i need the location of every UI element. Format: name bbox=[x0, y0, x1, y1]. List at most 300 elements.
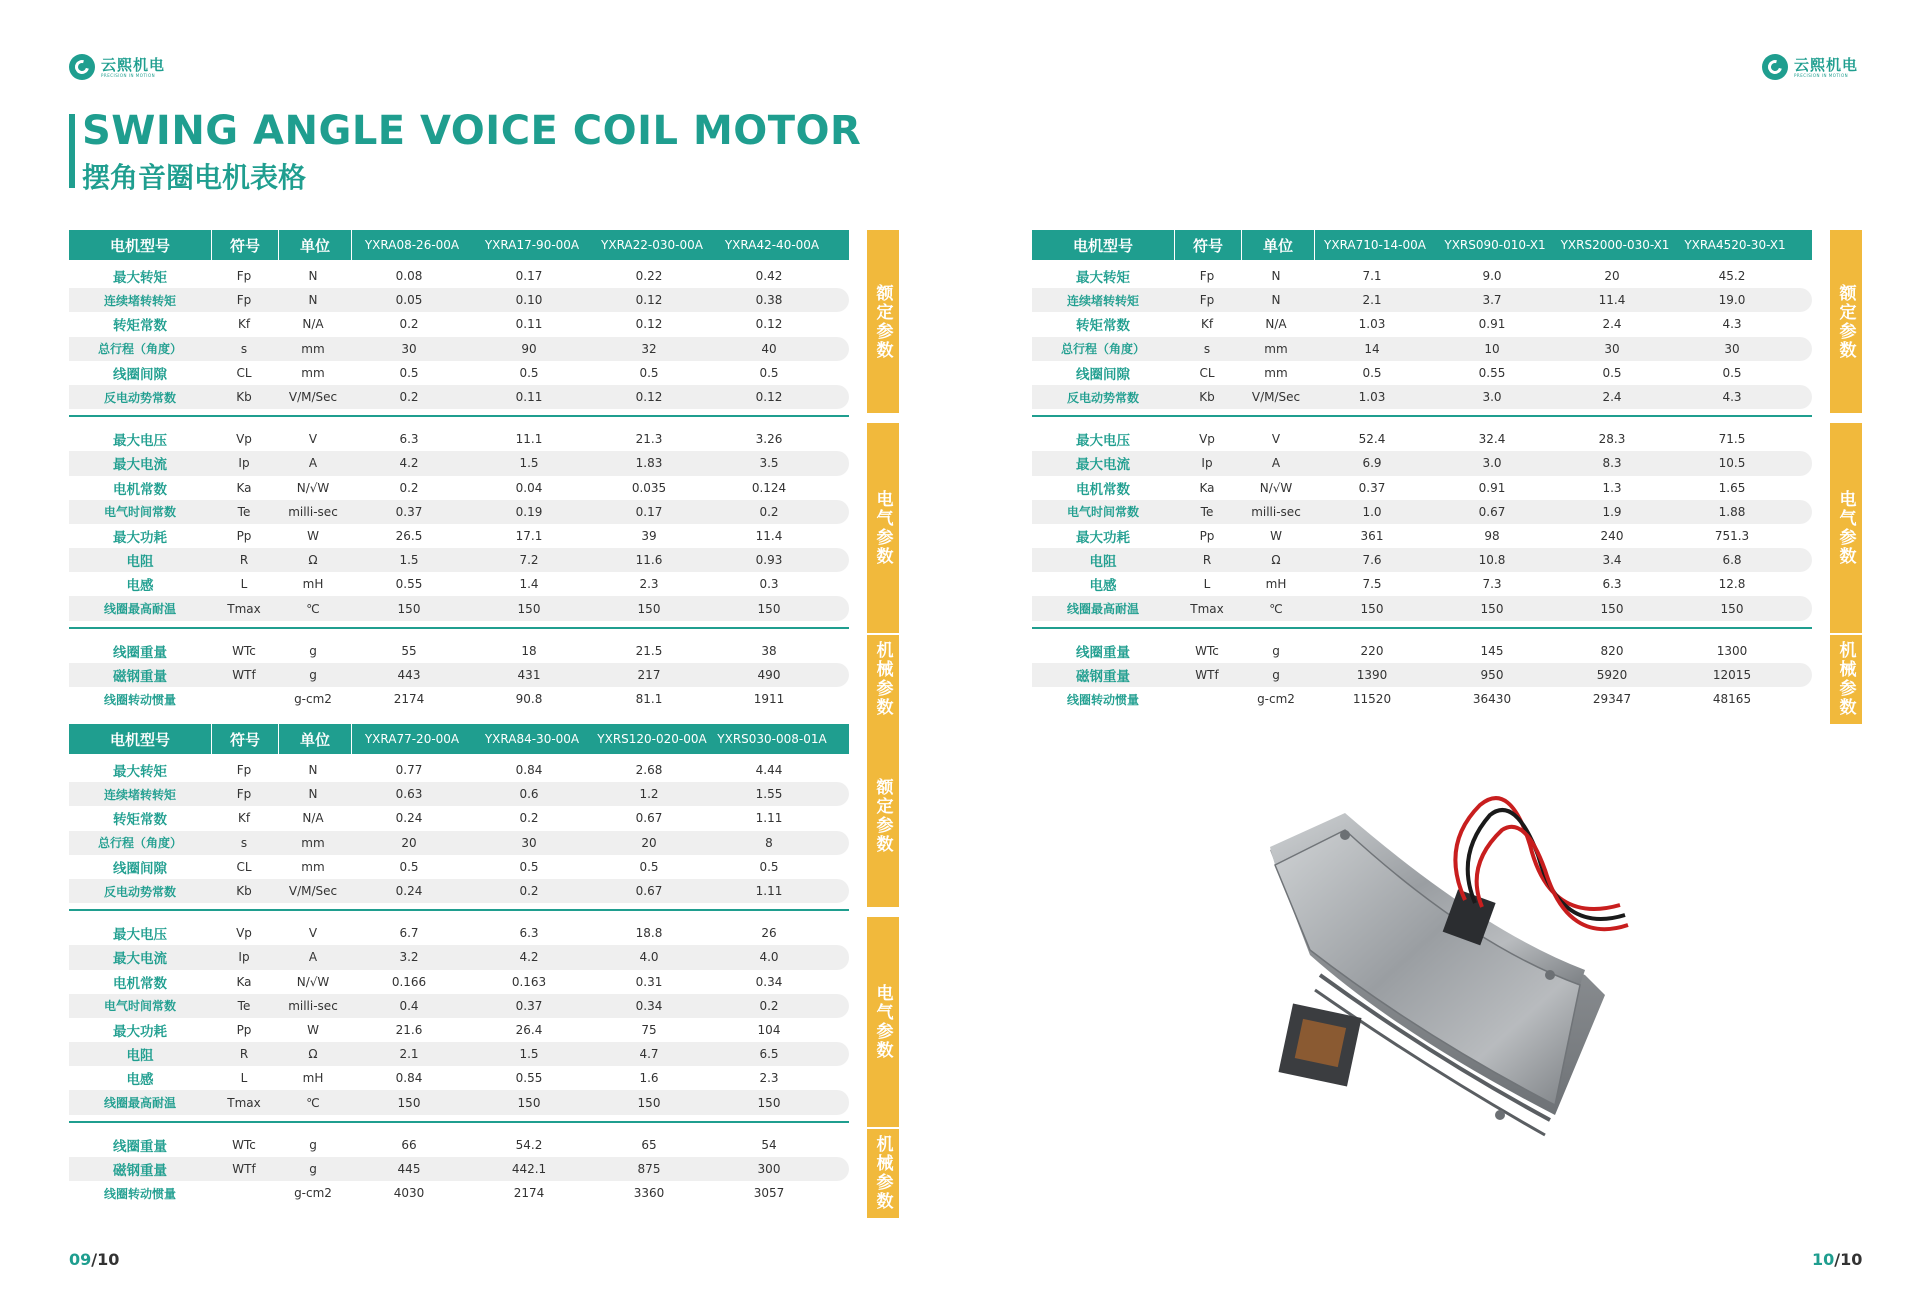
param-value: 0.93 bbox=[755, 553, 783, 568]
param-value: 8.3 bbox=[1602, 456, 1622, 471]
param-symbol: Fp bbox=[236, 293, 252, 308]
param-value: 55 bbox=[401, 643, 417, 658]
side-tag-electrical: 电气参数 bbox=[1830, 423, 1862, 633]
param-value: 0.5 bbox=[519, 365, 539, 380]
param-value: 361 bbox=[1360, 528, 1384, 543]
param-unit: A bbox=[1271, 456, 1281, 471]
param-value: 0.04 bbox=[515, 480, 543, 495]
param-symbol: WTf bbox=[232, 667, 256, 682]
param-name: 电气时间常数 bbox=[103, 505, 176, 520]
table-row bbox=[69, 831, 849, 855]
rows-electrical bbox=[1032, 427, 1812, 621]
param-name: 转矩常数 bbox=[113, 318, 167, 335]
param-value: 21.5 bbox=[635, 643, 663, 658]
param-value: 0.2 bbox=[399, 390, 419, 405]
param-symbol: Pp bbox=[1199, 528, 1215, 543]
param-value: 0.035 bbox=[631, 480, 667, 495]
param-value: 3057 bbox=[753, 1186, 785, 1201]
param-unit: N bbox=[1271, 269, 1281, 284]
param-value: 0.77 bbox=[395, 763, 423, 778]
param-value: 6.5 bbox=[759, 1047, 779, 1062]
param-value: 30 bbox=[521, 835, 537, 850]
param-symbol: L bbox=[1203, 577, 1211, 592]
param-value: 1.0 bbox=[1362, 504, 1382, 519]
param-value: 98 bbox=[1484, 528, 1500, 543]
param-name: 电气时间常数 bbox=[1066, 505, 1139, 520]
side-tag-rated: 额定参数 bbox=[867, 724, 899, 907]
param-value: 0.67 bbox=[635, 811, 663, 826]
param-value: 3.2 bbox=[399, 950, 419, 965]
param-name: 最大转矩 bbox=[113, 270, 167, 287]
param-value: 4030 bbox=[393, 1186, 425, 1201]
param-value: 1.5 bbox=[519, 456, 539, 471]
param-value: 3.0 bbox=[1482, 390, 1502, 405]
param-name: 最大电流 bbox=[1076, 457, 1130, 474]
table-row bbox=[69, 524, 849, 548]
param-name: 电阻 bbox=[126, 554, 154, 571]
param-unit: g bbox=[309, 1161, 317, 1176]
param-value: 0.5 bbox=[759, 365, 779, 380]
param-value: 0.5 bbox=[1362, 365, 1382, 380]
param-value: 28.3 bbox=[1598, 432, 1626, 447]
param-value: 0.19 bbox=[515, 504, 543, 519]
param-value: 7.1 bbox=[1362, 269, 1382, 284]
header-symbol: 符号 bbox=[229, 236, 260, 255]
header-unit: 单位 bbox=[299, 236, 330, 255]
param-value: 11.1 bbox=[515, 432, 543, 447]
header-symbol: 符号 bbox=[1192, 236, 1223, 255]
param-value: 0.2 bbox=[399, 317, 419, 332]
param-symbol: Te bbox=[237, 998, 251, 1013]
param-value: 1.2 bbox=[639, 787, 659, 802]
param-value: 0.91 bbox=[1478, 317, 1506, 332]
table-header-row bbox=[69, 724, 849, 754]
param-value: 0.05 bbox=[395, 293, 423, 308]
table-row bbox=[69, 361, 849, 385]
param-unit: N bbox=[308, 269, 318, 284]
param-value: 0.42 bbox=[755, 269, 783, 284]
param-symbol: Vp bbox=[236, 926, 252, 941]
param-unit: Ω bbox=[308, 1047, 318, 1062]
param-value: 6.3 bbox=[399, 432, 419, 447]
param-value: 150 bbox=[1480, 601, 1504, 616]
param-name: 电气时间常数 bbox=[103, 999, 176, 1014]
param-unit: g-cm2 bbox=[294, 692, 332, 707]
param-value: 0.3 bbox=[759, 577, 779, 592]
table-row bbox=[1032, 500, 1812, 524]
table-header-row bbox=[69, 230, 849, 260]
param-value: 38 bbox=[761, 643, 777, 658]
param-value: 21.6 bbox=[395, 1022, 423, 1037]
table-row bbox=[1032, 312, 1812, 336]
page-title: SWING ANGLE VOICE COIL MOTOR bbox=[82, 108, 862, 154]
param-value: 0.34 bbox=[635, 998, 663, 1013]
rows-electrical bbox=[69, 921, 849, 1115]
table-row bbox=[1032, 524, 1812, 548]
param-value: 30 bbox=[1604, 341, 1620, 356]
param-value: 11.4 bbox=[1598, 293, 1626, 308]
param-symbol: Fp bbox=[236, 763, 252, 778]
param-name: 线圈重量 bbox=[113, 1138, 167, 1155]
header-model-name: YXRS090-010-X1 bbox=[1444, 238, 1546, 252]
param-value: 12.8 bbox=[1718, 577, 1746, 592]
table-row bbox=[69, 1181, 849, 1205]
param-value: 18.8 bbox=[635, 926, 663, 941]
param-value: 0.2 bbox=[759, 998, 779, 1013]
param-symbol: Ka bbox=[236, 480, 252, 495]
param-unit: mm bbox=[1264, 341, 1288, 356]
table-row bbox=[1032, 451, 1812, 475]
param-name: 线圈转动惯量 bbox=[1066, 692, 1139, 707]
table-row bbox=[1032, 264, 1812, 288]
param-value: 1.5 bbox=[519, 1047, 539, 1062]
group-electrical bbox=[69, 415, 899, 621]
param-unit: mm bbox=[301, 365, 325, 380]
param-value: 6.7 bbox=[399, 926, 419, 941]
header-model: 电机型号 bbox=[1072, 236, 1133, 255]
param-value: 490 bbox=[757, 667, 781, 682]
param-symbol: s bbox=[240, 835, 248, 850]
param-unit: A bbox=[308, 950, 318, 965]
param-unit: ℃ bbox=[306, 601, 320, 616]
param-symbol: Ip bbox=[238, 456, 250, 471]
param-value: 1.83 bbox=[635, 456, 663, 471]
param-unit: g bbox=[1272, 643, 1280, 658]
table-row bbox=[69, 945, 849, 969]
header-unit: 单位 bbox=[1262, 236, 1293, 255]
table-header-row bbox=[1032, 230, 1812, 260]
param-value: 0.11 bbox=[515, 390, 543, 405]
header-model-name: YXRA710-14-00A bbox=[1324, 238, 1426, 252]
table-row bbox=[69, 385, 849, 409]
param-unit: W bbox=[307, 1022, 319, 1037]
param-value: 0.6 bbox=[519, 787, 539, 802]
param-value: 0.55 bbox=[1478, 365, 1506, 380]
param-value: 875 bbox=[637, 1161, 661, 1176]
page-number-right: 10/10 bbox=[1812, 1250, 1863, 1269]
header-model-name: YXRA42-40-00A bbox=[724, 238, 820, 252]
param-unit: V bbox=[1271, 432, 1281, 447]
table-row bbox=[1032, 572, 1812, 596]
table-row bbox=[69, 1133, 849, 1157]
param-value: 150 bbox=[1720, 601, 1744, 616]
param-value: 0.12 bbox=[755, 390, 783, 405]
param-unit: N bbox=[1271, 293, 1281, 308]
header-model-name: YXRS120-020-00A bbox=[597, 732, 707, 746]
param-value: 3.26 bbox=[755, 432, 783, 447]
param-symbol: Fp bbox=[1199, 293, 1215, 308]
param-value: 45.2 bbox=[1718, 269, 1746, 284]
group-mechanical bbox=[1032, 627, 1862, 718]
param-name: 电感 bbox=[126, 1072, 154, 1089]
param-value: 20 bbox=[401, 835, 417, 850]
param-value: 1.3 bbox=[1602, 480, 1622, 495]
param-symbol: s bbox=[1203, 341, 1211, 356]
table-row bbox=[69, 1042, 849, 1066]
param-value: 1.11 bbox=[755, 884, 783, 899]
param-name: 磁钢重量 bbox=[113, 1162, 167, 1179]
table-row bbox=[69, 921, 849, 945]
param-unit: mH bbox=[302, 577, 324, 592]
param-value: 0.12 bbox=[635, 317, 663, 332]
param-value: 0.22 bbox=[635, 269, 663, 284]
param-symbol: Kf bbox=[1200, 317, 1214, 332]
table-row bbox=[69, 451, 849, 475]
rows-rated bbox=[69, 758, 849, 903]
param-value: 0.5 bbox=[639, 365, 659, 380]
param-unit: milli-sec bbox=[288, 998, 338, 1013]
param-value: 1.88 bbox=[1718, 504, 1746, 519]
logo-en: PRECISION IN MOTION bbox=[101, 72, 156, 78]
param-value: 5920 bbox=[1596, 667, 1628, 682]
param-value: 1.4 bbox=[519, 577, 539, 592]
rows-mechanical bbox=[69, 639, 849, 712]
param-symbol: Kb bbox=[1199, 390, 1215, 405]
param-name: 反电动势常数 bbox=[103, 884, 176, 899]
param-symbol: CL bbox=[1199, 365, 1215, 380]
param-value: 11.4 bbox=[755, 528, 783, 543]
param-value: 11.6 bbox=[635, 553, 663, 568]
param-value: 0.37 bbox=[395, 504, 423, 519]
param-unit: ℃ bbox=[1269, 601, 1283, 616]
param-value: 0.5 bbox=[639, 859, 659, 874]
group-electrical bbox=[69, 909, 899, 1115]
table-row bbox=[1032, 427, 1812, 451]
table-row bbox=[69, 687, 849, 711]
table-row bbox=[69, 288, 849, 312]
param-value: 104 bbox=[757, 1022, 781, 1037]
group-mechanical bbox=[69, 627, 899, 718]
param-unit: mm bbox=[301, 835, 325, 850]
side-tag-mechanical: 机械参数 bbox=[867, 635, 899, 724]
param-name: 电感 bbox=[1089, 578, 1117, 595]
param-symbol: Fp bbox=[236, 269, 252, 284]
group-divider bbox=[1032, 627, 1812, 629]
table-row bbox=[69, 1066, 849, 1090]
param-value: 0.84 bbox=[515, 763, 543, 778]
param-value: 0.55 bbox=[515, 1071, 543, 1086]
param-value: 150 bbox=[517, 1095, 541, 1110]
param-unit: N bbox=[308, 293, 318, 308]
rows-mechanical bbox=[1032, 639, 1812, 712]
param-value: 4.7 bbox=[639, 1047, 659, 1062]
param-symbol: Te bbox=[1200, 504, 1214, 519]
param-value: 18 bbox=[521, 643, 537, 658]
param-value: 9.0 bbox=[1482, 269, 1502, 284]
param-value: 300 bbox=[757, 1161, 781, 1176]
param-unit: mm bbox=[301, 341, 325, 356]
table-row bbox=[1032, 639, 1812, 663]
param-value: 6.9 bbox=[1362, 456, 1382, 471]
header-model: 电机型号 bbox=[109, 730, 170, 749]
param-symbol: CL bbox=[236, 859, 252, 874]
table-row bbox=[69, 663, 849, 687]
param-name: 最大电流 bbox=[113, 457, 167, 474]
param-symbol: Vp bbox=[236, 432, 252, 447]
param-value: 150 bbox=[637, 601, 661, 616]
param-value: 0.08 bbox=[395, 269, 423, 284]
param-value: 26.4 bbox=[515, 1022, 543, 1037]
param-value: 1.65 bbox=[1718, 480, 1746, 495]
param-symbol: WTc bbox=[232, 1137, 256, 1152]
param-value: 1300 bbox=[1716, 643, 1748, 658]
param-value: 0.2 bbox=[759, 504, 779, 519]
table-row bbox=[1032, 476, 1812, 500]
param-unit: g bbox=[309, 643, 317, 658]
param-name: 线圈最高耐温 bbox=[103, 602, 176, 617]
param-symbol: Ip bbox=[1201, 456, 1213, 471]
param-name: 线圈重量 bbox=[1076, 644, 1130, 661]
rows-rated bbox=[69, 264, 849, 409]
param-name: 总行程（角度） bbox=[97, 342, 182, 357]
param-unit: W bbox=[307, 528, 319, 543]
table-row bbox=[1032, 687, 1812, 711]
param-value: 0.166 bbox=[391, 974, 427, 989]
param-value: 0.31 bbox=[635, 974, 663, 989]
param-symbol: Vp bbox=[1199, 432, 1215, 447]
rows-electrical bbox=[69, 427, 849, 621]
table-row bbox=[1032, 663, 1812, 687]
param-value: 4.0 bbox=[759, 950, 779, 965]
table-row bbox=[69, 312, 849, 336]
param-name: 最大电压 bbox=[113, 927, 167, 944]
param-name: 连续堵转转矩 bbox=[1066, 293, 1139, 308]
param-value: 150 bbox=[637, 1095, 661, 1110]
param-value: 4.2 bbox=[399, 456, 419, 471]
param-value: 39 bbox=[641, 528, 657, 543]
param-value: 2.4 bbox=[1602, 390, 1622, 405]
param-unit: mm bbox=[1264, 365, 1288, 380]
param-value: 0.34 bbox=[755, 974, 783, 989]
header-model-name: YXRA22-030-00A bbox=[601, 238, 703, 252]
param-value: 0.17 bbox=[635, 504, 663, 519]
param-symbol: Ip bbox=[238, 950, 250, 965]
param-symbol: Pp bbox=[236, 528, 252, 543]
param-value: 1.03 bbox=[1358, 317, 1386, 332]
param-value: 7.5 bbox=[1362, 577, 1382, 592]
param-symbol: R bbox=[239, 553, 249, 568]
param-value: 32 bbox=[641, 341, 657, 356]
param-unit: mm bbox=[301, 859, 325, 874]
param-value: 0.38 bbox=[755, 293, 783, 308]
table-row bbox=[69, 639, 849, 663]
table-row bbox=[1032, 337, 1812, 361]
param-value: 150 bbox=[1360, 601, 1384, 616]
param-name: 电感 bbox=[126, 578, 154, 595]
param-symbol: R bbox=[239, 1047, 249, 1062]
param-value: 0.37 bbox=[515, 998, 543, 1013]
param-symbol: Te bbox=[237, 504, 251, 519]
table-row bbox=[69, 994, 849, 1018]
table-row bbox=[69, 548, 849, 572]
param-name: 线圈重量 bbox=[113, 644, 167, 661]
param-value: 2.4 bbox=[1602, 317, 1622, 332]
param-value: 0.10 bbox=[515, 293, 543, 308]
header-unit: 单位 bbox=[299, 730, 330, 749]
table-row bbox=[1032, 385, 1812, 409]
param-value: 32.4 bbox=[1478, 432, 1506, 447]
param-value: 1.11 bbox=[755, 811, 783, 826]
param-value: 0.2 bbox=[519, 884, 539, 899]
param-value: 445 bbox=[397, 1161, 421, 1176]
motor-photo bbox=[1250, 785, 1690, 1155]
rows-rated bbox=[1032, 264, 1812, 409]
param-unit: N bbox=[308, 763, 318, 778]
param-symbol: L bbox=[240, 577, 248, 592]
param-value: 20 bbox=[641, 835, 657, 850]
param-name: 最大功耗 bbox=[113, 1023, 167, 1040]
header-model-name: YXRA4520-30-X1 bbox=[1684, 238, 1786, 252]
param-symbol: Kf bbox=[237, 811, 251, 826]
param-unit: V bbox=[308, 926, 318, 941]
param-name: 转矩常数 bbox=[1076, 318, 1130, 335]
param-symbol: Kf bbox=[237, 317, 251, 332]
param-value: 0.2 bbox=[519, 811, 539, 826]
rows-mechanical bbox=[69, 1133, 849, 1206]
param-name: 线圈间隙 bbox=[113, 860, 167, 877]
table-row bbox=[1032, 596, 1812, 620]
param-value: 0.5 bbox=[519, 859, 539, 874]
group-mechanical bbox=[69, 1121, 899, 1212]
group-divider bbox=[69, 627, 849, 629]
table-row bbox=[1032, 288, 1812, 312]
param-value: 0.5 bbox=[399, 859, 419, 874]
param-value: 66 bbox=[401, 1137, 417, 1152]
param-value: 71.5 bbox=[1718, 432, 1746, 447]
param-value: 30 bbox=[401, 341, 417, 356]
param-value: 3.4 bbox=[1602, 553, 1622, 568]
param-unit: W bbox=[1270, 528, 1282, 543]
param-value: 29347 bbox=[1592, 692, 1632, 707]
param-unit: Ω bbox=[1271, 553, 1281, 568]
param-unit: N/√W bbox=[1259, 480, 1293, 495]
param-value: 431 bbox=[517, 667, 541, 682]
table-row bbox=[69, 970, 849, 994]
title-accent-bar bbox=[69, 114, 75, 188]
spec-table-3 bbox=[1032, 230, 1862, 718]
param-symbol: WTc bbox=[232, 643, 256, 658]
param-value: 6.3 bbox=[519, 926, 539, 941]
param-value: 0.84 bbox=[395, 1071, 423, 1086]
param-value: 950 bbox=[1480, 667, 1504, 682]
param-unit: mH bbox=[302, 1071, 324, 1086]
param-value: 0.63 bbox=[395, 787, 423, 802]
logo-left bbox=[69, 54, 165, 80]
param-value: 1.5 bbox=[399, 553, 419, 568]
param-value: 0.17 bbox=[515, 269, 543, 284]
param-symbol: Tmax bbox=[227, 601, 261, 616]
param-unit: mH bbox=[1265, 577, 1287, 592]
param-symbol: CL bbox=[236, 365, 252, 380]
param-value: 0.55 bbox=[395, 577, 423, 592]
param-value: 30 bbox=[1724, 341, 1740, 356]
param-unit: N/A bbox=[302, 317, 324, 332]
side-tag-rated: 额定参数 bbox=[1830, 230, 1862, 413]
param-unit: ℃ bbox=[306, 1095, 320, 1110]
param-value: 4.0 bbox=[639, 950, 659, 965]
param-name: 磁钢重量 bbox=[1076, 668, 1130, 685]
param-name: 线圈转动惯量 bbox=[103, 1186, 176, 1201]
param-value: 48165 bbox=[1712, 692, 1752, 707]
side-tag-mechanical: 机械参数 bbox=[867, 1129, 899, 1218]
param-symbol: Pp bbox=[236, 1022, 252, 1037]
param-name: 反电动势常数 bbox=[103, 390, 176, 405]
param-value: 1911 bbox=[753, 692, 785, 707]
param-value: 4.3 bbox=[1722, 390, 1742, 405]
table-row bbox=[69, 782, 849, 806]
param-unit: V/M/Sec bbox=[1251, 390, 1301, 405]
param-value: 820 bbox=[1600, 643, 1624, 658]
